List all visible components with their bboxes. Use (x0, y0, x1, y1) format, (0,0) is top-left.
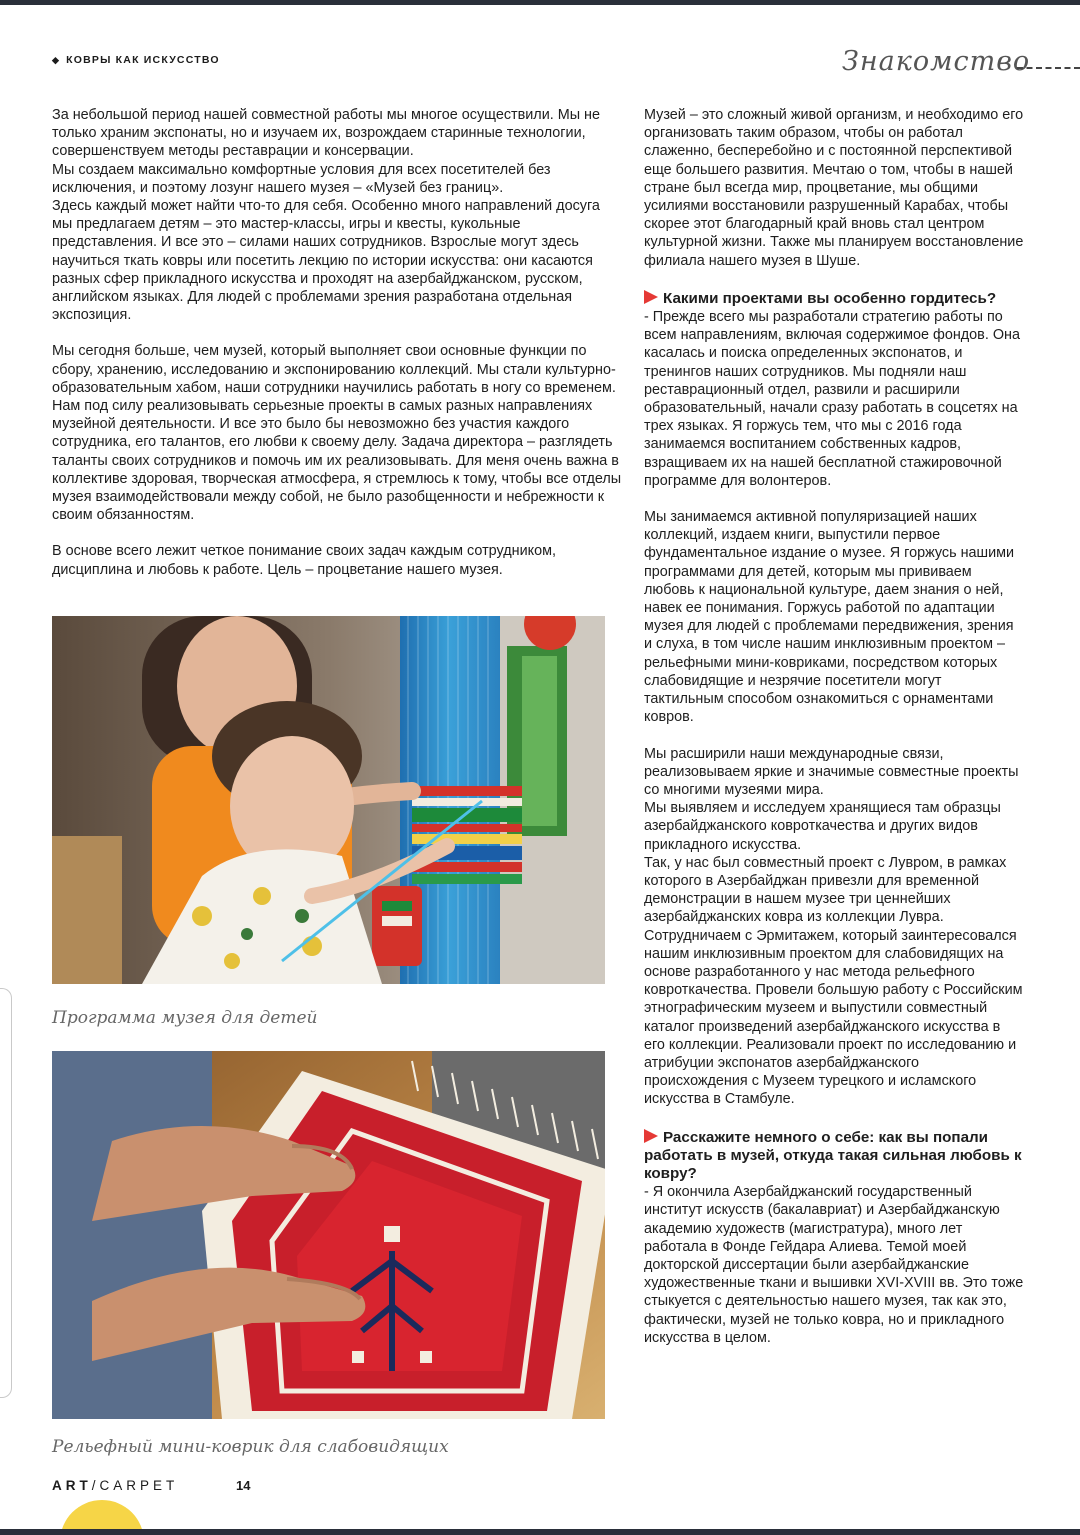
rubric-title: Знакомство (842, 46, 1031, 77)
paragraph: Мы расширили наши международные связи, реализовываем яркие и значимые совместные проекты со многими музеями мира. (644, 745, 1019, 798)
triangle-arrow-icon (644, 1129, 658, 1143)
brand-carpet: CARPET (99, 1478, 179, 1493)
rubric-dashed-line (1017, 67, 1080, 69)
magazine-brand (52, 1478, 178, 1493)
paragraph: Так, у нас был совместный проект с Лувром, в рамках которого в Азербайджан привезли для временной демонстрации в нашем музее три ценнейших азербайджанских ковра из коллекции Лувра. Сотрудничаем с Эрмитажем, который заинтересовался нашим инклюзивным проектом для слабовидящих на основе разработанного у нас метода рельефного ковроткачества. Провели большую работу с Российским этнографическим музеем и выпустили совместный каталог произведений азербайджанского искусства в его коллекции. Реализовали проект по исследованию и атрибуции экспонатов азербайджанского происхождения с Музеем турецкого и исламского искусства в Стамбуле. (644, 854, 1023, 1108)
interview-question (644, 290, 1024, 308)
brand-separator: / (91, 1478, 100, 1493)
paragraph: Мы создаем максимально комфортные условия для всех посетителей без исключения, и поэтому лозунг нашего музея – «Музей без границ». (52, 161, 551, 196)
question-text: Какими проектами вы особенно гордитесь? (663, 289, 997, 307)
scroll-edge-indicator (0, 988, 12, 1398)
bottom-border (0, 1529, 1080, 1535)
paragraph: - Я окончила Азербайджанский государственный институт искусств (бакалавриат) и Азербайджанскую академию художеств (магистратура), много лет работала в Фонде Гейдара Алиева. Темой моей докторской диссертации были азербайджанские художественные ткани и вышивки XVI-XVIII вв. Это тоже стыкуется с деятельностью нашего музея, так как это, фактически, музей не только ковра, но и прикладного искусства в целом. (644, 1184, 1024, 1346)
diamond-icon: ◆ (52, 55, 61, 65)
photo-relief-carpet (52, 1051, 605, 1419)
question-text: Расскажите немного о себе: как вы попали работать в музей, откуда такая сильная любовь к ковру? (644, 1128, 1022, 1182)
section-tag (52, 54, 220, 66)
photo-caption: Программа музея для детей (52, 1008, 318, 1028)
photo-caption: Рельефный мини-коврик для слабовидящих (52, 1437, 449, 1457)
paragraph: В основе всего лежит четкое понимание своих задач каждым сотрудником, дисциплина и любовь к работе. Цель – процветание нашего музея. (52, 543, 556, 578)
paragraph: Здесь каждый может найти что-то для себя. Особенно много направлений досуга мы предлагаем детям – это мастер-классы, игры и квесты, кукольные представления. И все это – силами наших сотрудников. Взрослые могут здесь научиться ткать ковры или посетить лекцию по истории искусства: они касаются разных сфер прикладного искусства и проходят на азербайджанском, русском, английском языках. Для людей с проблемами зрения разработана отдельная экспозиция. (52, 198, 600, 324)
page-number: 14 (236, 1478, 251, 1493)
paragraph: Музей – это сложный живой организм, и необходимо его организовать таким образом, чтобы он работал слаженно, бесперебойно и с постоянной перспективой еще большего развития. Мечтаю о том, чтобы в нашей стране был всегда мир, процветание, мы общими усилиями восстановили разрушенный Карабах, чтобы скорее этот благодарный край вновь стал центром культурной жизни. Также мы планируем восстановление филиала нашего музея в Шуше. (644, 107, 1024, 269)
photo-children-weaving (52, 616, 605, 984)
paragraph: Мы сегодня больше, чем музей, который выполняет свои основные функции по сбору, хранению, исследованию и экспонированию коллекций. Мы стали культурно-образовательным хабом, наши сотрудники научились работать в ногу со временем. Нам под силу реализовывать серьезные проекты в самых разных направлениях музейной деятельности. И все это было бы невозможно без участия каждого сотрудника, его талантов, его любви к своему делу. Задача директора – разглядеть таланты своих сотрудников и помочь им их реализовывать. Для меня очень важна в коллективе здоровая, творческая атмосфера, я стремлюсь к тому, чтобы все отделы музея взаимодействовали между собой, не было разобщенности и небрежности к своим обязанностям. (52, 343, 622, 524)
interview-question (644, 1129, 1024, 1184)
top-border (0, 0, 1080, 5)
paragraph: - Прежде всего мы разработали стратегию работы по всем направлениям, включая содержимое фондов. Она касалась и поиска определенных экспонатов, и тренингов наших сотрудников. Мы подняли наш реставрационный отдел, развили и расширили образовательный, начали сразу работать в соцсетях на трех языках. Я горжусь тем, что мы с 2016 года занимаемся воспитанием собственных кадров, взращиваем их на нашей бесплатной стажировочной программе для волонтеров. (644, 309, 1020, 489)
paragraph: За небольшой период нашей совместной работы мы многое осуществили. Мы не только храним экспонаты, но и изучаем их, возрождаем старинные технологии, совершенствуем методы реставрации и консервации. (52, 107, 601, 160)
right-text-column (644, 106, 1024, 1347)
section-tag-text: КОВРЫ КАК ИСКУССТВО (66, 54, 220, 66)
paragraph: Мы занимаемся активной популяризацией наших коллекций, издаем книги, выпустили первое фундаментальное издание о музее. Я горжусь нашими программами для детей, которым мы прививаем любовь к национальной культуре, даем знания о ней, навек ее понимания. Горжусь работой по адаптации музея для людей с проблемами передвижения, зрения и слуха, в том числе нашим инклюзивным проектом – рельефными мини-ковриками, посредством которых слабовидящие и незрячие посетители могут тактильным способом ознакомиться с орнаментами ковров. (644, 509, 1015, 726)
left-text-column (52, 106, 624, 579)
paragraph: Мы выявляем и исследуем хранящиеся там образцы азербайджанского ковроткачества и других видов прикладного искусства. (644, 800, 1001, 853)
brand-art: ART (52, 1478, 92, 1493)
triangle-arrow-icon (644, 290, 658, 304)
